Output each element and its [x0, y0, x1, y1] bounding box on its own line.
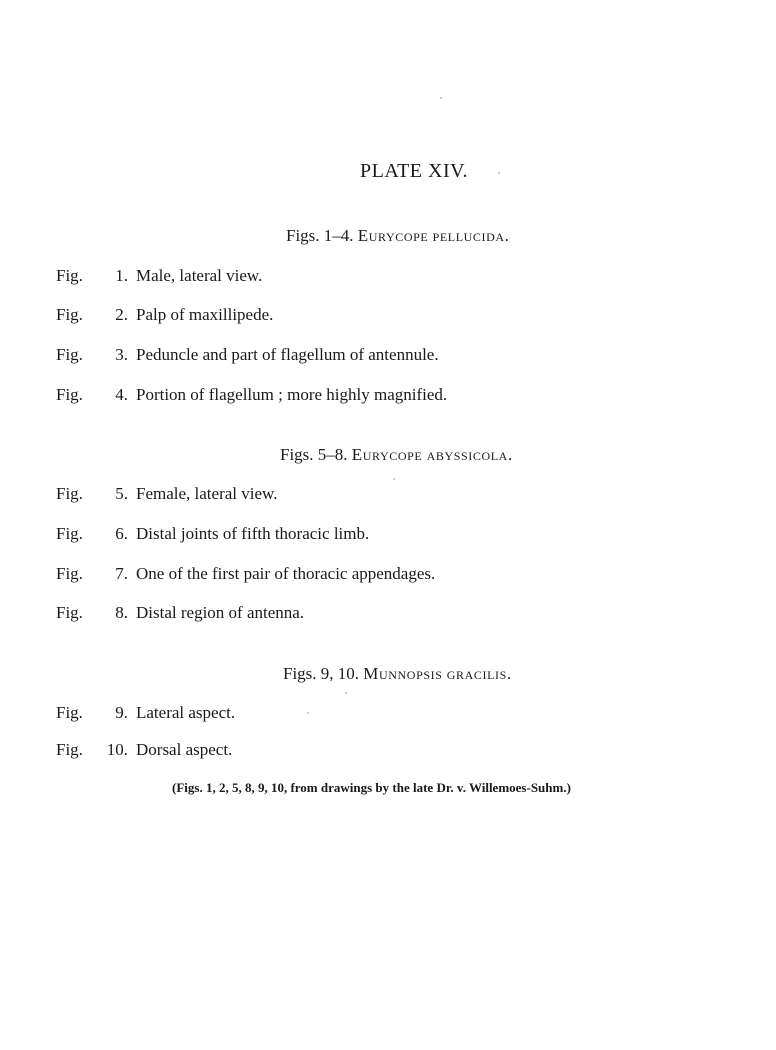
figure-entry	[56, 603, 304, 623]
figure-number: 10.	[106, 740, 128, 759]
figure-label: Fig.	[56, 603, 83, 622]
credit-note: (Figs. 1, 2, 5, 8, 9, 10, from drawings by the late Dr. v. Willemoes-Suhm.)	[172, 780, 571, 795]
figure-description: Portion of flagellum ; more highly magnified.	[136, 385, 448, 404]
figure-number: 8.	[115, 603, 128, 622]
figure-label: Fig.	[56, 484, 83, 503]
scan-speck	[345, 692, 347, 694]
figure-description: Palp of maxillipede.	[136, 305, 274, 324]
figure-number: 2.	[115, 305, 128, 324]
figure-description: Lateral aspect.	[136, 703, 236, 722]
figure-number: 3.	[115, 345, 128, 364]
figure-entry	[56, 524, 369, 544]
section-species: abyssicola.	[426, 445, 513, 464]
section-heading-munnopsis-gracilis	[283, 664, 512, 684]
figure-number: 6.	[115, 524, 128, 543]
section-prefix: Figs. 1–4.	[286, 226, 354, 245]
figure-label: Fig.	[56, 305, 83, 324]
figure-description: Male, lateral view.	[136, 266, 263, 285]
section-species: pellucida.	[432, 226, 510, 245]
figure-entry	[56, 385, 447, 405]
figure-label: Fig.	[56, 564, 83, 583]
figure-entry	[56, 305, 273, 325]
section-prefix: Figs. 9, 10.	[283, 664, 360, 683]
plate-title: PLATE XIV.	[360, 160, 468, 182]
figure-description: Distal region of antenna.	[136, 603, 305, 622]
section-genus: Munnopsis	[363, 664, 443, 683]
figure-description: Distal joints of fifth thoracic limb.	[136, 524, 370, 543]
scan-speck	[393, 478, 395, 480]
section-prefix: Figs. 5–8.	[280, 445, 348, 464]
section-heading-eurycope-abyssicola	[280, 445, 513, 465]
figure-number: 5.	[115, 484, 128, 503]
figure-number: 9.	[115, 703, 128, 722]
scan-speck	[307, 712, 309, 714]
figure-label: Fig.	[56, 385, 83, 404]
figure-label: Fig.	[56, 524, 83, 543]
figure-description: One of the first pair of thoracic appendages.	[136, 564, 436, 583]
figure-label: Fig.	[56, 740, 83, 759]
section-species: gracilis.	[446, 664, 512, 683]
section-heading-eurycope-pellucida	[286, 226, 510, 246]
figure-label: Fig.	[56, 345, 83, 364]
figure-number: 7.	[115, 564, 128, 583]
figure-entry	[56, 266, 262, 286]
figure-label: Fig.	[56, 266, 83, 285]
scan-speck	[498, 172, 500, 174]
figure-number: 1.	[115, 266, 128, 285]
figure-description: Peduncle and part of flagellum of antennule.	[136, 345, 439, 364]
scan-speck	[440, 97, 442, 99]
figure-entry	[56, 484, 277, 504]
figure-number: 4.	[115, 385, 128, 404]
figure-entry	[56, 703, 235, 723]
figure-description: Dorsal aspect.	[136, 740, 233, 759]
figure-label: Fig.	[56, 703, 83, 722]
figure-description: Female, lateral view.	[136, 484, 278, 503]
section-genus: Eurycope	[357, 226, 429, 245]
section-genus: Eurycope	[351, 445, 423, 464]
figure-entry	[56, 740, 232, 760]
figure-entry	[56, 345, 439, 365]
figure-entry	[56, 564, 435, 584]
